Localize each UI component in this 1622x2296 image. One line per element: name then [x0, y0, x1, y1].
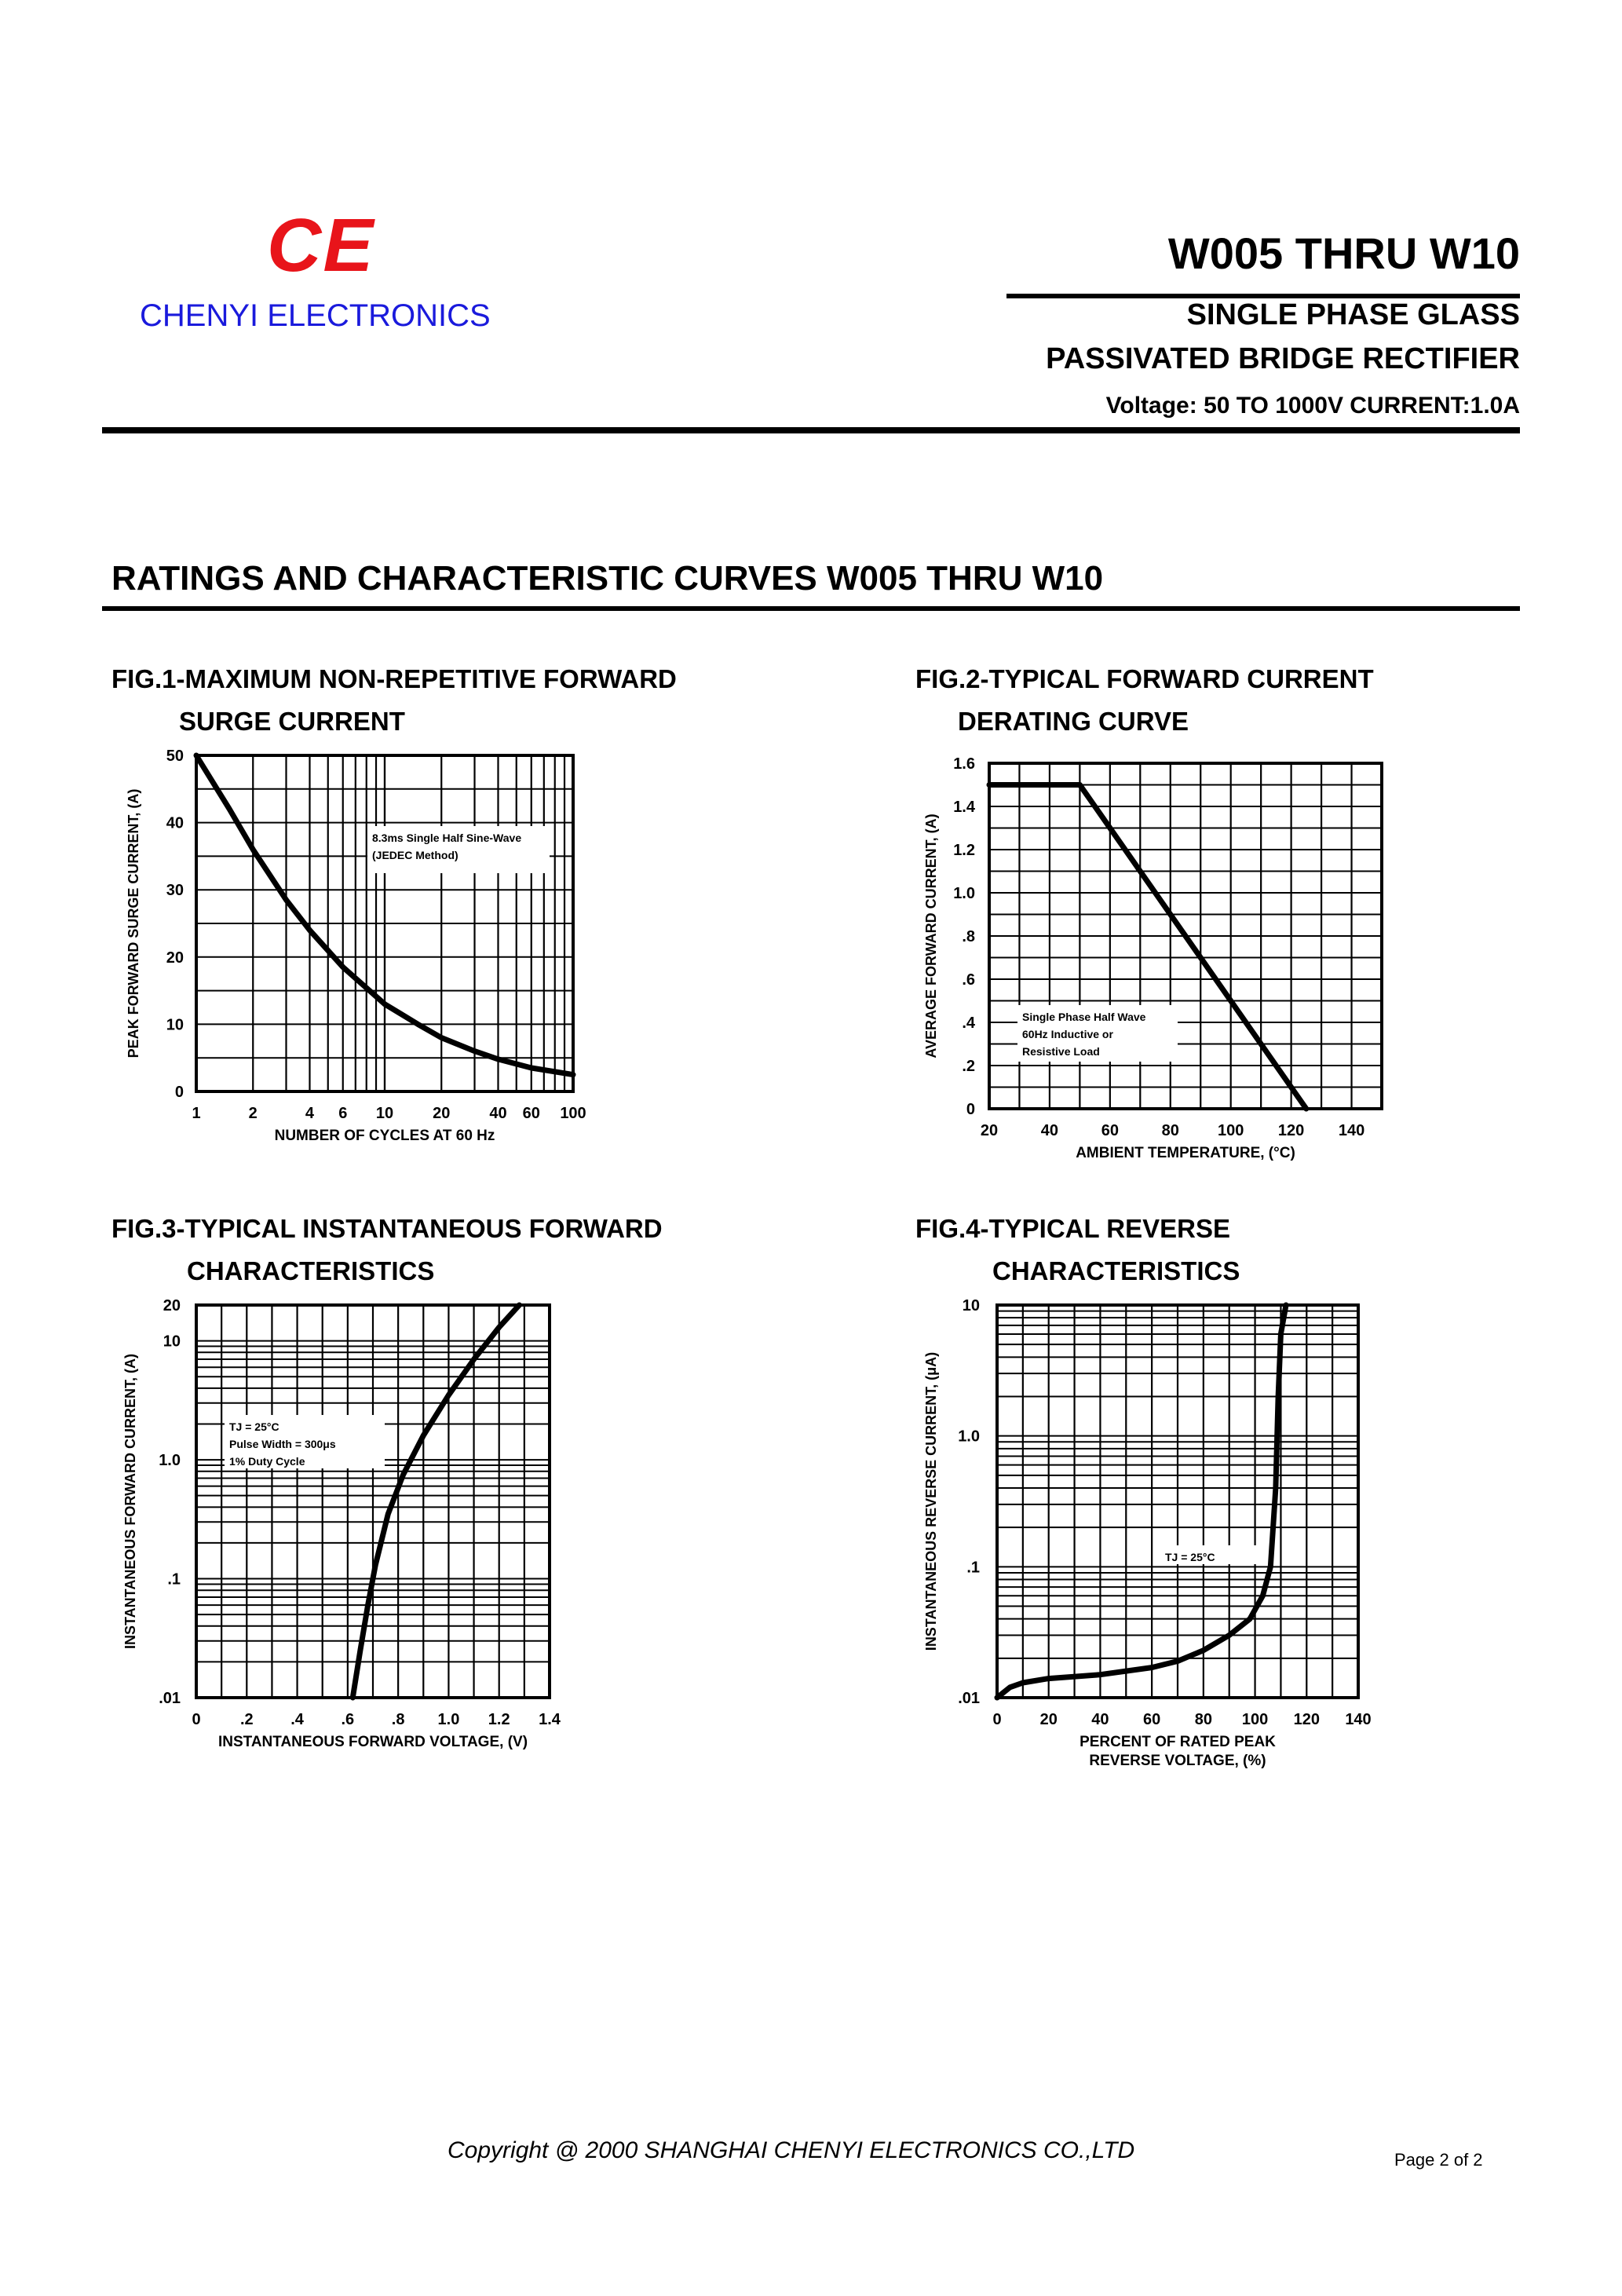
y-tick-label: .6: [962, 971, 975, 989]
x-tick-label: 2: [248, 1105, 258, 1122]
page-number: Page 2 of 2: [1394, 2150, 1483, 2170]
x-tick-label: .8: [391, 1711, 405, 1728]
x-tick-label: 60: [1143, 1711, 1161, 1728]
y-tick-label: .1: [966, 1559, 980, 1577]
fig4-title: [915, 1208, 1240, 1292]
annotation-text: 1% Duty Cycle: [229, 1455, 305, 1468]
x-axis-label: INSTANTANEOUS FORWARD VOLTAGE, (V): [217, 1734, 528, 1750]
fig2-title: [915, 658, 1374, 743]
x-tick-label: 1: [192, 1105, 201, 1122]
fig2-derating-chart: [919, 746, 1405, 1170]
company-name: CHENYI ELECTRONICS: [140, 298, 491, 333]
y-tick-label: 0: [966, 1101, 975, 1118]
x-tick-label: 10: [375, 1105, 394, 1122]
y-tick-label: 1.2: [953, 842, 975, 859]
y-tick-label: 30: [166, 882, 184, 900]
x-tick-label: .4: [290, 1711, 304, 1728]
y-tick-label: 50: [166, 748, 184, 765]
y-tick-label: .2: [962, 1058, 975, 1075]
x-axis-label: NUMBER OF CYCLES AT 60 Hz: [274, 1128, 495, 1144]
fig4-title-line2: CHARACTERISTICS: [992, 1256, 1240, 1285]
annotation-text: TJ = 25°C: [229, 1420, 279, 1433]
x-tick-label: 140: [1338, 1122, 1365, 1139]
y-tick-label: 20: [163, 1297, 181, 1314]
y-tick-label: 1.6: [953, 755, 975, 773]
x-tick-label: 100: [1218, 1122, 1244, 1139]
x-tick-label: 80: [1194, 1711, 1212, 1728]
y-axis-label: INSTANTANEOUS REVERSE CURRENT, (μA): [923, 1351, 939, 1651]
y-tick-label: 1.0: [958, 1428, 980, 1446]
annotation-text: Resistive Load: [1022, 1045, 1100, 1058]
header-divider: [102, 427, 1520, 433]
fig1-title-line1: FIG.1-MAXIMUM NON-REPETITIVE FORWARD: [111, 664, 677, 693]
fig3-title: [111, 1208, 663, 1292]
footer-copyright: Copyright @ 2000 SHANGHAI CHENYI ELECTRONICS CO.,LTD: [448, 2137, 1135, 2163]
fig4-title-line1: FIG.4-TYPICAL REVERSE: [915, 1214, 1230, 1243]
x-tick-label: 40: [1091, 1711, 1109, 1728]
x-tick-label: 20: [1039, 1711, 1058, 1728]
y-tick-label: .8: [962, 928, 975, 945]
fig1-surge-current-chart: [118, 738, 620, 1154]
x-axis-label: AMBIENT TEMPERATURE, (°C): [1076, 1145, 1295, 1161]
x-axis-label: [1080, 1734, 1276, 1769]
y-tick-label: 1.0: [159, 1452, 181, 1470]
company-logo: CE: [267, 203, 375, 287]
x-axis-label-line: PERCENT OF RATED PEAK: [1080, 1734, 1276, 1750]
x-tick-label: 60: [522, 1105, 540, 1122]
rating-line: Voltage: 50 TO 1000V CURRENT:1.0A: [1105, 393, 1520, 419]
fig3-title-line1: FIG.3-TYPICAL INSTANTANEOUS FORWARD: [111, 1214, 663, 1243]
x-tick-label: 20: [433, 1105, 451, 1122]
y-tick-label: .1: [167, 1570, 181, 1589]
x-tick-label: 140: [1345, 1711, 1372, 1728]
fig4-reverse-characteristics-chart: [919, 1288, 1405, 1769]
y-tick-label: 10: [962, 1297, 980, 1314]
x-tick-label: 1.0: [437, 1711, 460, 1728]
section-title: RATINGS AND CHARACTERISTIC CURVES W005 THRU W10: [111, 559, 1104, 598]
x-tick-label: 40: [489, 1105, 507, 1122]
annotation-text: TJ = 25°C: [1165, 1551, 1215, 1563]
fig3-title-line2: CHARACTERISTICS: [187, 1256, 435, 1285]
fig1-title: [111, 658, 677, 743]
fig2-title-line1: FIG.2-TYPICAL FORWARD CURRENT: [915, 664, 1374, 693]
y-axis-label: INSTANTANEOUS FORWARD CURRENT, (A): [122, 1354, 138, 1649]
x-tick-label: 1.4: [539, 1711, 561, 1728]
x-tick-label: 6: [338, 1105, 348, 1122]
section-divider: [102, 606, 1520, 611]
y-tick-label: .4: [962, 1015, 975, 1032]
y-tick-label: 0: [174, 1084, 184, 1101]
annotation-text: Single Phase Half Wave: [1022, 1011, 1146, 1023]
x-tick-label: 120: [1277, 1122, 1305, 1139]
fig1-title-line2: SURGE CURRENT: [179, 707, 405, 736]
x-tick-label: 0: [992, 1711, 1002, 1728]
annotation-text: (JEDEC Method): [372, 849, 458, 861]
fig2-title-line2: DERATING CURVE: [958, 707, 1189, 736]
x-tick-label: 40: [1040, 1122, 1059, 1139]
x-tick-label: 0: [192, 1711, 201, 1728]
fig3-forward-characteristics-chart: [118, 1288, 589, 1751]
part-number-title: W005 THRU W10: [1167, 229, 1520, 278]
annotation-text: 60Hz Inductive or: [1022, 1028, 1113, 1040]
y-tick-label: 20: [166, 949, 184, 967]
x-tick-label: 1.2: [488, 1711, 510, 1728]
y-tick-label: 10: [166, 1016, 184, 1034]
y-tick-label: 10: [163, 1333, 181, 1351]
annotation-text: 8.3ms Single Half Sine-Wave: [372, 832, 522, 844]
y-tick-label: 40: [166, 814, 184, 832]
data-series-line: [997, 1305, 1286, 1698]
x-tick-label: .2: [239, 1711, 254, 1728]
y-tick-label: 1.0: [953, 885, 975, 902]
x-tick-label: 80: [1161, 1122, 1179, 1139]
subtitle-line-2: PASSIVATED BRIDGE RECTIFIER: [1046, 342, 1520, 375]
y-axis-label: PEAK FORWARD SURGE CURRENT, (A): [126, 788, 141, 1058]
x-tick-label: .6: [341, 1711, 355, 1728]
x-tick-label: 4: [305, 1105, 315, 1122]
y-tick-label: .01: [958, 1690, 980, 1707]
y-axis-label: AVERAGE FORWARD CURRENT, (A): [923, 813, 939, 1058]
x-tick-label: 100: [1241, 1711, 1269, 1728]
annotation-text: Pulse Width = 300μs: [229, 1438, 336, 1450]
x-tick-label: 100: [560, 1105, 586, 1122]
x-axis-label-line: REVERSE VOLTAGE, (%): [1089, 1753, 1266, 1769]
y-tick-label: 1.4: [953, 799, 975, 816]
data-series-line: [353, 1305, 519, 1698]
x-tick-label: 120: [1293, 1711, 1320, 1728]
x-tick-label: 60: [1101, 1122, 1119, 1139]
x-tick-label: 20: [980, 1122, 999, 1139]
subtitle-line-1: SINGLE PHASE GLASS: [1186, 298, 1520, 331]
y-tick-label: .01: [159, 1690, 181, 1707]
